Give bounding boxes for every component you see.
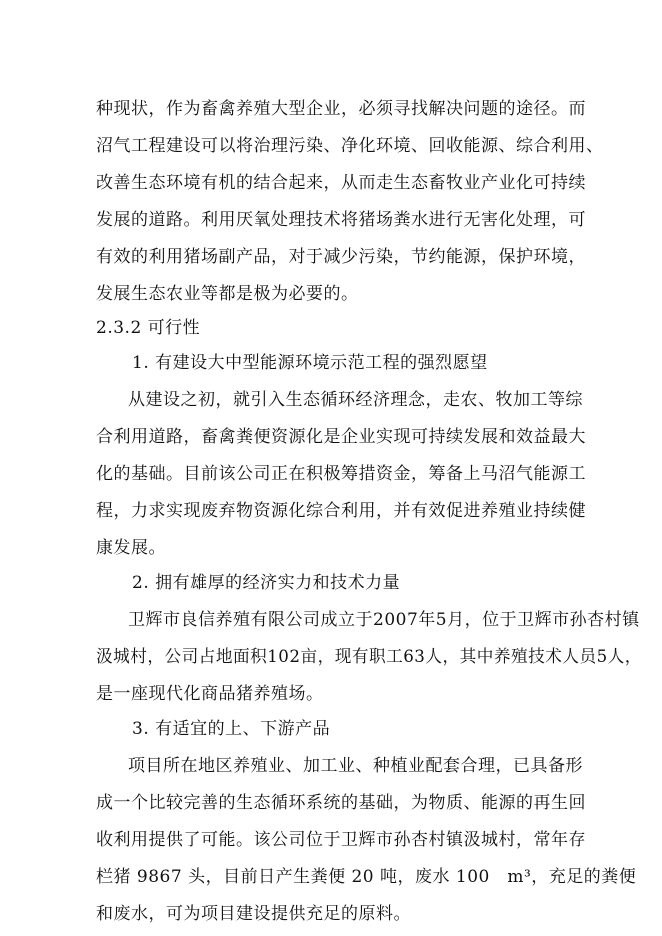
paragraph-line: 成一个比较完善的生态循环系统的基础，为物质、能源的再生回 [96,793,586,813]
paragraph-line: 从建设之初，就引入生态循环经济理念，走农、牧加工等综 [128,390,583,410]
paragraph-line: 康发展。 [96,538,166,558]
paragraph-line: 栏猪 9867 头，目前日产生粪便 20 吨，废水 100 m³，充足的粪便 [96,867,637,887]
paragraph-line: 收利用提供了可能。该公司位于卫辉市孙杏村镇汲城村，常年存 [96,830,586,850]
subsection-heading: 2. 拥有雄厚的经济实力和技术力量 [132,573,401,593]
section-heading: 2.3.2 可行性 [96,318,201,338]
paragraph-line: 沼气工程建设可以将治理污染、净化环境、回收能源、综合利用、 [96,136,604,156]
paragraph-line: 卫辉市良信养殖有限公司成立于2007年5月，位于卫辉市孙杏村镇 [128,610,640,630]
paragraph-line: 有效的利用猪场副产品，对于减少污染，节约能源，保护环境， [96,247,586,267]
paragraph-line: 是一座现代化商品猪养殖场。 [96,684,324,704]
subsection-heading: 3. 有适宜的上、下游产品 [132,719,331,739]
paragraph-line: 项目所在地区养殖业、加工业、种植业配套合理，已具备形 [128,756,583,776]
paragraph-line: 发展生态农业等都是极为必要的。 [96,284,359,304]
paragraph-line: 和废水，可为项目建设提供充足的原料。 [96,904,411,924]
paragraph-line: 种现状，作为畜禽养殖大型企业，必须寻找解决问题的途径。而 [96,99,586,119]
paragraph-line: 汲城村，公司占地面积102亩，现有职工63人，其中养殖技术人员5人， [96,647,642,667]
paragraph-line: 合利用道路，畜禽粪便资源化是企业实现可持续发展和效益最大 [96,427,586,447]
paragraph-line: 发展的道路。利用厌氧处理技术将猪场粪水进行无害化处理，可 [96,210,586,230]
paragraph-line: 化的基础。目前该公司正在积极筹措资金，筹备上马沼气能源工 [96,464,586,484]
paragraph-line: 程，力求实现废弃物资源化综合利用，并有效促进养殖业持续健 [96,501,586,521]
paragraph-line: 改善生态环境有机的结合起来，从而走生态畜牧业产业化可持续 [96,173,586,193]
subsection-heading: 1. 有建设大中型能源环境示范工程的强烈愿望 [132,353,488,373]
